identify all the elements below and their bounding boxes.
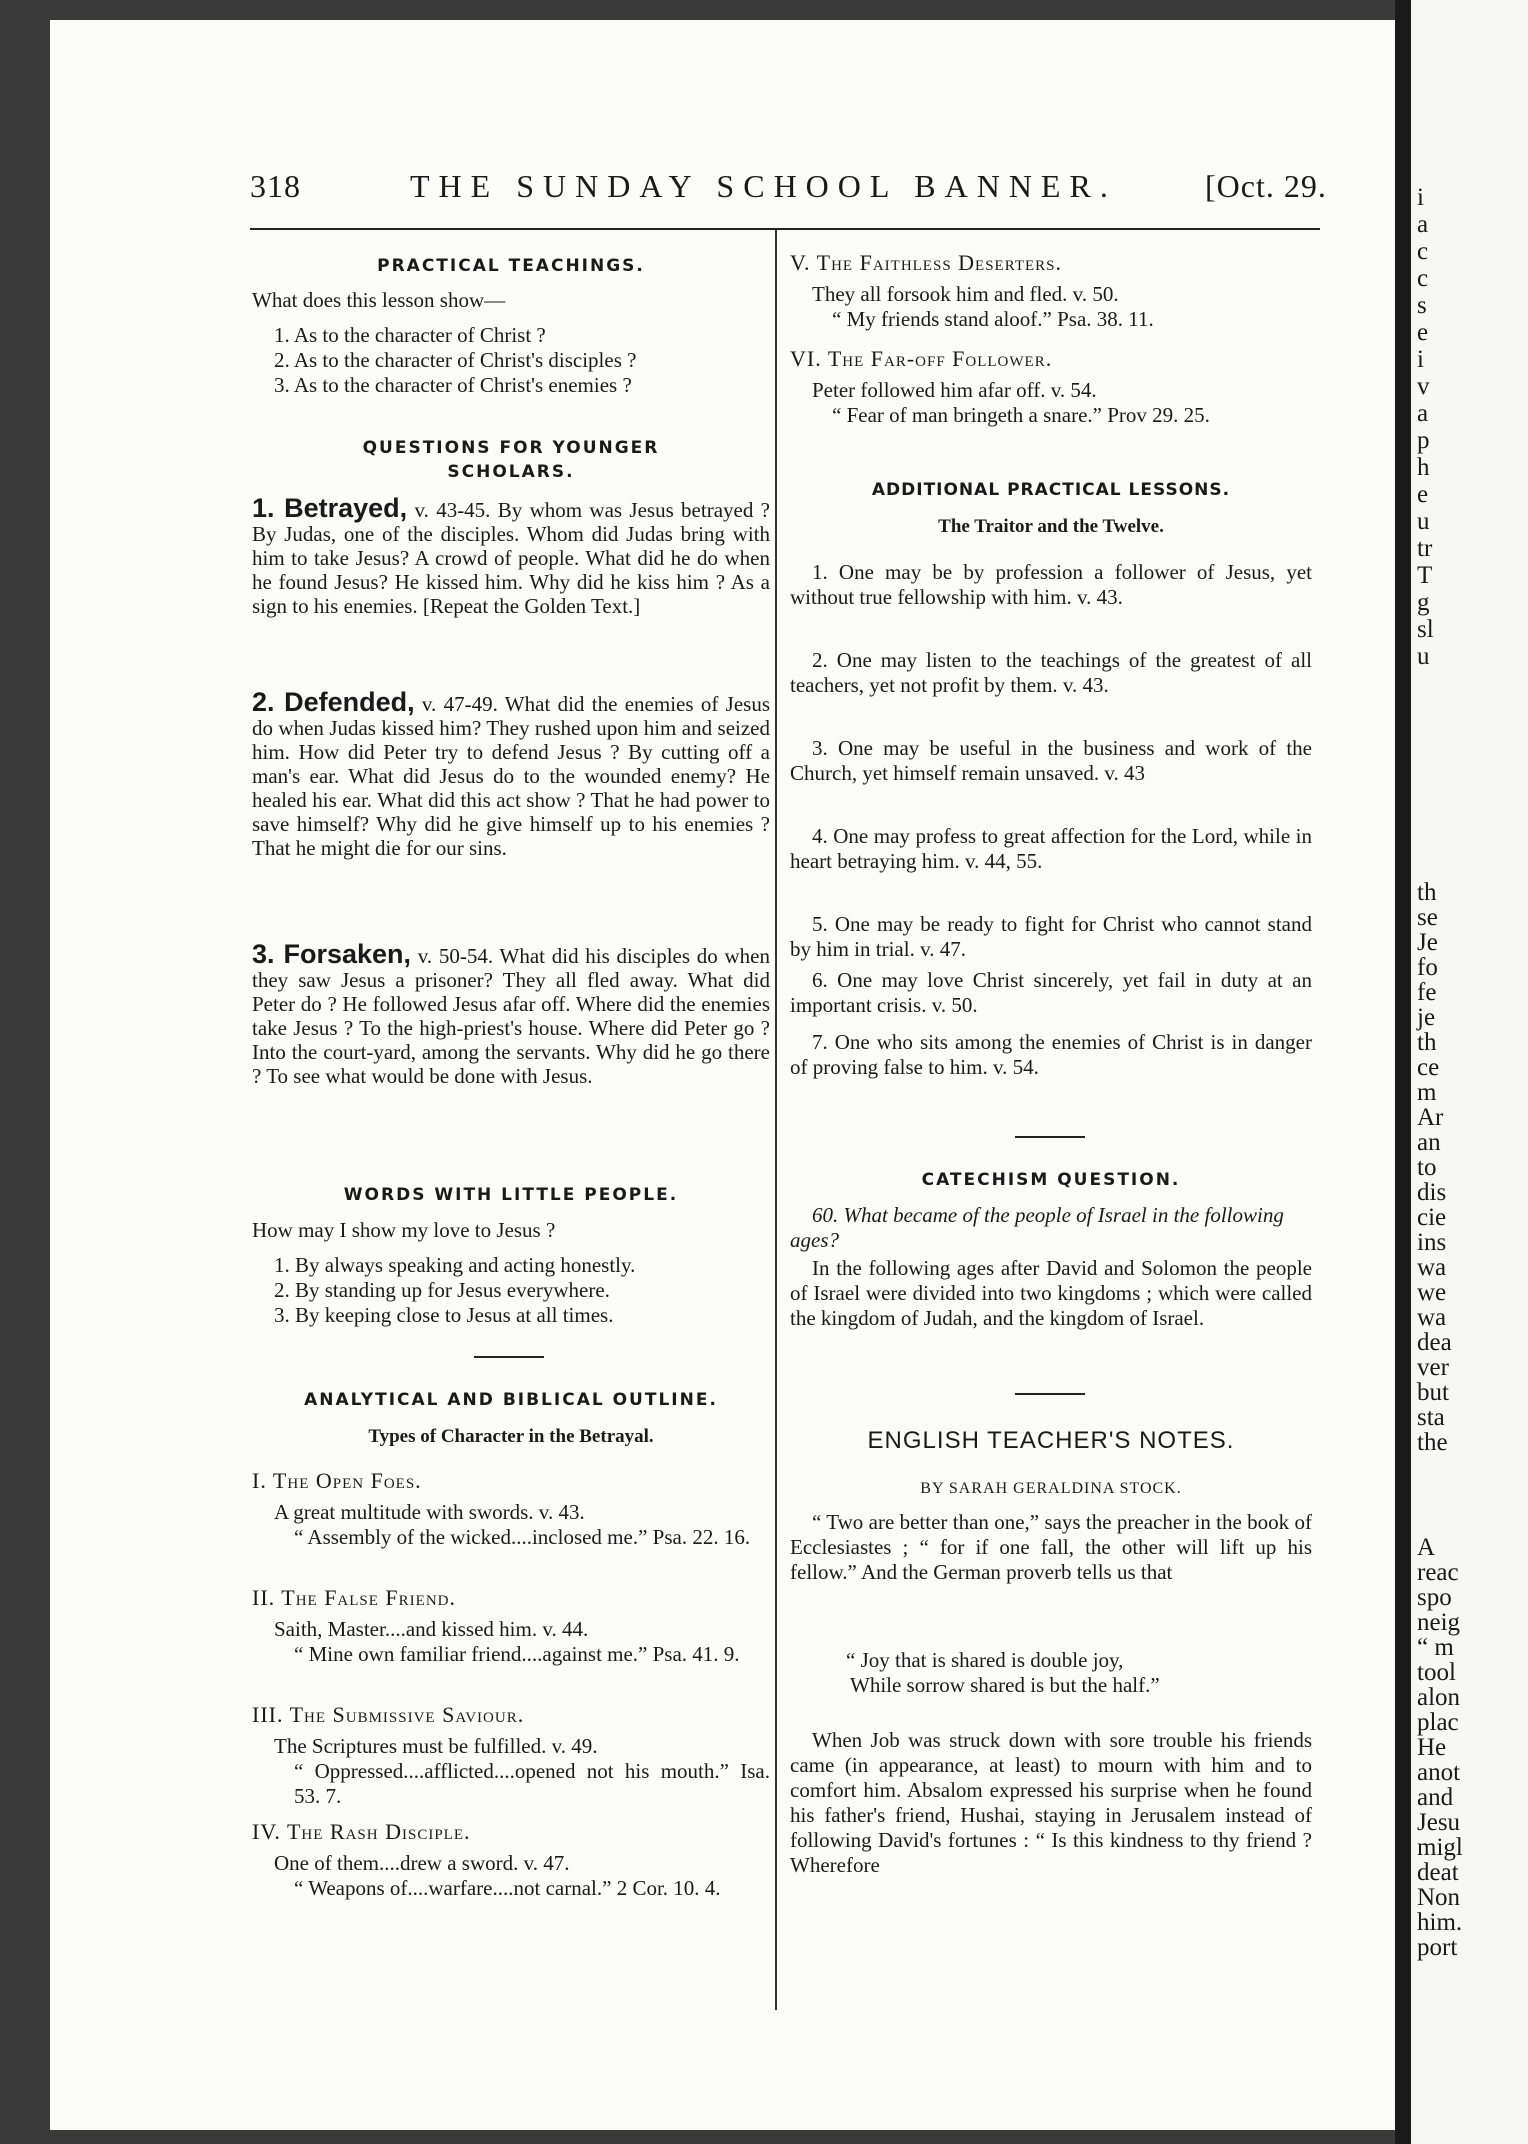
lesson-item-2: 2. One may listen to the teachings of the greatest of all teachers, yet not profit by them. v. 43. [790, 648, 1312, 697]
lesson-item-1: 1. One may be by profession a follower of Jesus, yet without true fellowship with him. v. 43. [790, 560, 1312, 609]
next-page-fragment: fo [1417, 954, 1438, 981]
outline-title-3: III. The Submissive Saviour. [252, 1702, 525, 1727]
next-page-fragment: i [1417, 346, 1424, 373]
outline-quote-4: “ Weapons of....warfare....not carnal.” 2 Cor. 10. 4. [294, 1876, 721, 1900]
next-page-fragment: p [1417, 427, 1430, 454]
outline-title-4: IV. The Rash Disciple. [252, 1819, 471, 1844]
next-page-fragment: c [1417, 265, 1429, 292]
next-page-fragment: alon [1417, 1684, 1461, 1711]
next-page-fragment: c [1417, 238, 1429, 265]
question-block-1 [252, 493, 770, 618]
next-page-fragment: dea [1417, 1329, 1452, 1356]
next-page-fragment: i [1417, 184, 1424, 211]
next-page-fragment: a [1417, 400, 1429, 427]
notes-verse-line-2: While sorrow shared is but the half.” [850, 1673, 1160, 1697]
next-page-fragment: A [1417, 1534, 1436, 1561]
question-block-2 [252, 687, 770, 860]
notes-heading: ENGLISH TEACHER'S NOTES. [867, 1427, 1235, 1454]
lessons-heading: ADDITIONAL PRACTICAL LESSONS. [871, 480, 1231, 500]
next-page-fragment: tool [1417, 1659, 1456, 1686]
outline-quote-1: “ Assembly of the wicked....inclosed me.” Psa. 22. 16. [294, 1525, 751, 1549]
question-3-text: v. 50-54. What did his disciples do when they saw Jesus a prisoner? They all fled away. What did Peter do ? He followed Jesus afar off. Where did the enemies take Jesus ? To the high-priest's house. Where did Peter go ? Into the court-yard, among the servants. Why did he go there ? To see what would be done with Jesus. [252, 944, 770, 1088]
words-heading: WORDS WITH LITTLE PEOPLE. [343, 1185, 679, 1205]
outline-line-4: One of them....drew a sword. v. 47. [274, 1851, 570, 1875]
next-page-fragment: reac [1417, 1559, 1459, 1586]
outline-line-6: Peter followed him afar off. v. 54. [812, 378, 1097, 402]
outline-quote-6: “ Fear of man bringeth a snare.” Prov 29. 25. [832, 403, 1210, 427]
next-page-fragment: tr [1417, 535, 1433, 562]
lesson-item-5: 5. One may be ready to fight for Christ who cannot stand by him in trial. v. 47. [790, 912, 1312, 961]
section-divider [1015, 1393, 1085, 1395]
next-page-fragment: se [1417, 904, 1438, 931]
next-page-fragment: u [1417, 643, 1430, 670]
next-page-fragment: e [1417, 481, 1429, 508]
notes-paragraph-2: When Job was struck down with sore trouble his friends came (in appearance, at least) to mourn with him and to comfort him. Absalom expressed his surprise when he found his father's friend, Hushai, staying in Jerusalem instead of following David's fortunes : “ Is this kindness to thy friend ? Wherefore [790, 1728, 1312, 1877]
page-date: [Oct. 29. [1205, 168, 1327, 204]
section-divider [474, 1356, 544, 1358]
header-rule [250, 228, 1320, 230]
outline-line-1: A great multitude with swords. v. 43. [274, 1500, 585, 1524]
next-page-fragment: migl [1417, 1834, 1463, 1861]
next-page-fragment: plac [1417, 1709, 1459, 1736]
page-title: THE SUNDAY SCHOOL BANNER. [410, 168, 1117, 204]
next-page-fragment: but [1417, 1379, 1449, 1406]
catechism-heading: CATECHISM QUESTION. [921, 1170, 1181, 1190]
next-page-fragment: sl [1417, 616, 1434, 643]
next-page-fragment: He [1417, 1734, 1447, 1761]
outline-title-5: V. The Faithless Deserters. [790, 250, 1062, 275]
questions-heading-2: SCHOLARS. [447, 462, 575, 482]
next-page-fragment: Je [1417, 929, 1438, 956]
outline-title-2: II. The False Friend. [252, 1585, 456, 1610]
next-page-fragment: Jesu [1417, 1809, 1461, 1836]
next-page-fragment: him. [1417, 1909, 1463, 1936]
outline-line-5: They all forsook him and fled. v. 50. [812, 282, 1119, 306]
page-number: 318 [250, 168, 301, 204]
question-2-text: v. 47-49. What did the enemies of Jesus do when Judas kissed him? They rushed upon him and seized him. How did Peter try to defend Jesus ? By cutting off a man's ear. What did Jesus do to the wounded enemy? He healed his ear. What did this act show ? That he had power to save himself? Why did he give himself up to his enemies ? That he might die for our sins. [252, 692, 770, 860]
outline-line-2: Saith, Master....and kissed him. v. 44. [274, 1617, 589, 1641]
next-page-fragment: th [1417, 879, 1437, 906]
words-item-3: 3. By keeping close to Jesus at all times. [274, 1303, 614, 1327]
next-page-fragment: a [1417, 211, 1429, 238]
next-page-fragment: g [1417, 589, 1430, 616]
next-page-fragment: wa [1417, 1304, 1447, 1331]
question-2-lead: 2. Defended, [252, 687, 415, 717]
next-page-fragment: s [1417, 292, 1427, 319]
next-page-fragment: v [1417, 373, 1430, 400]
next-page-fragment: u [1417, 508, 1430, 535]
practical-item-1: 1. As to the character of Christ ? [274, 323, 546, 347]
next-page-fragment: th [1417, 1029, 1437, 1056]
next-page-fragment: dis [1417, 1179, 1447, 1206]
catechism-answer: In the following ages after David and Solomon the people of Israel were divided into two kingdoms ; which were called the kingdom of Judah, and the kingdom of Israel. [790, 1256, 1312, 1330]
lessons-subheading: The Traitor and the Twelve. [938, 516, 1164, 537]
outline-quote-5: “ My friends stand aloof.” Psa. 38. 11. [832, 307, 1154, 331]
outline-quote-3: “ Oppressed....afflicted....opened not his mouth.” Isa. 53. 7. [294, 1759, 770, 1808]
question-1-text: v. 43-45. By whom was Jesus betrayed ? By Judas, one of the disciples. Whom did Judas bring with him to take Jesus? A crowd of people. What did he do when he found Jesus? He kissed him. Why did he kiss him ? As a sign to his enemies. [Repeat the Golden Text.] [252, 498, 770, 618]
words-item-2: 2. By standing up for Jesus everywhere. [274, 1278, 610, 1302]
next-page-fragment: deat [1417, 1859, 1459, 1886]
next-page-fragment: anot [1417, 1759, 1461, 1786]
notes-paragraph-1: “ Two are better than one,” says the preacher in the book of Ecclesiastes ; “ for if one fall, the other will lift up his fellow.” And the German proverb tells us that [790, 1510, 1312, 1584]
next-page-fragment: fe [1417, 979, 1437, 1006]
outline-heading: ANALYTICAL AND BIBLICAL OUTLINE. [304, 1390, 718, 1410]
catechism-question: 60. What became of the people of Israel in the following ages? [790, 1203, 1284, 1252]
question-3-lead: 3. Forsaken, [252, 939, 412, 969]
section-divider [1015, 1136, 1085, 1138]
next-page-fragment: port [1417, 1934, 1458, 1961]
notes-byline: BY SARAH GERALDINA STOCK. [920, 1480, 1182, 1497]
column-rule [775, 230, 777, 2010]
outline-quote-2: “ Mine own familiar friend....against me.” Psa. 41. 9. [294, 1642, 740, 1666]
next-page-fragment: to [1417, 1154, 1437, 1181]
outline-line-3: The Scriptures must be fulfilled. v. 49. [274, 1734, 598, 1758]
lesson-item-4: 4. One may profess to great affection for the Lord, while in heart betraying him. v. 44, 55. [790, 824, 1312, 873]
next-page-fragment: e [1417, 319, 1429, 346]
next-page-edge [1411, 0, 1528, 2144]
next-page-fragment: ins [1417, 1229, 1447, 1256]
question-1-lead: 1. Betrayed, [252, 493, 408, 523]
lesson-item-7: 7. One who sits among the enemies of Christ is in danger of proving false to him. v. 54. [790, 1030, 1312, 1079]
words-intro: How may I show my love to Jesus ? [252, 1218, 556, 1242]
practical-item-2: 2. As to the character of Christ's disciples ? [274, 348, 637, 372]
lesson-item-3: 3. One may be useful in the business and work of the Church, yet himself remain unsaved. v. 43 [790, 736, 1312, 785]
next-page-fragment: m [1417, 1079, 1437, 1106]
next-page-fragment: cie [1417, 1204, 1447, 1231]
outline-title-1: I. The Open Foes. [252, 1468, 422, 1493]
notes-verse-line-1: “ Joy that is shared is double joy, [846, 1648, 1124, 1672]
next-page-fragment: the [1417, 1429, 1448, 1456]
next-page-fragment: and [1417, 1784, 1454, 1811]
book-gutter [1395, 0, 1411, 2144]
next-page-fragment: Ar [1417, 1104, 1444, 1131]
next-page-fragment: Non [1417, 1884, 1461, 1911]
next-page-fragment: je [1417, 1004, 1436, 1031]
next-page-fragment: ver [1417, 1354, 1449, 1381]
outline-subheading: Types of Character in the Betrayal. [368, 1426, 654, 1447]
outline-title-6: VI. The Far-off Follower. [790, 346, 1053, 371]
next-page-fragment: neig [1417, 1609, 1461, 1636]
next-page-fragment: an [1417, 1129, 1441, 1156]
next-page-fragment: wa [1417, 1254, 1447, 1281]
next-page-fragment: sta [1417, 1404, 1445, 1431]
practical-item-3: 3. As to the character of Christ's enemies ? [274, 373, 632, 397]
next-page-fragment: T [1417, 562, 1433, 589]
question-block-3 [252, 939, 770, 1088]
practical-intro: What does this lesson show— [252, 288, 506, 312]
lesson-item-6: 6. One may love Christ sincerely, yet fail in duty at an important crisis. v. 50. [790, 968, 1312, 1017]
words-item-1: 1. By always speaking and acting honestly. [274, 1253, 636, 1277]
next-page-fragment: we [1417, 1279, 1447, 1306]
next-page-fragment: “ m [1417, 1634, 1454, 1661]
practical-heading: PRACTICAL TEACHINGS. [377, 256, 645, 276]
next-page-fragment: ce [1417, 1054, 1440, 1081]
next-page-fragment: spo [1417, 1584, 1452, 1611]
next-page-fragment: h [1417, 454, 1430, 481]
questions-heading: QUESTIONS FOR YOUNGER [362, 438, 660, 458]
